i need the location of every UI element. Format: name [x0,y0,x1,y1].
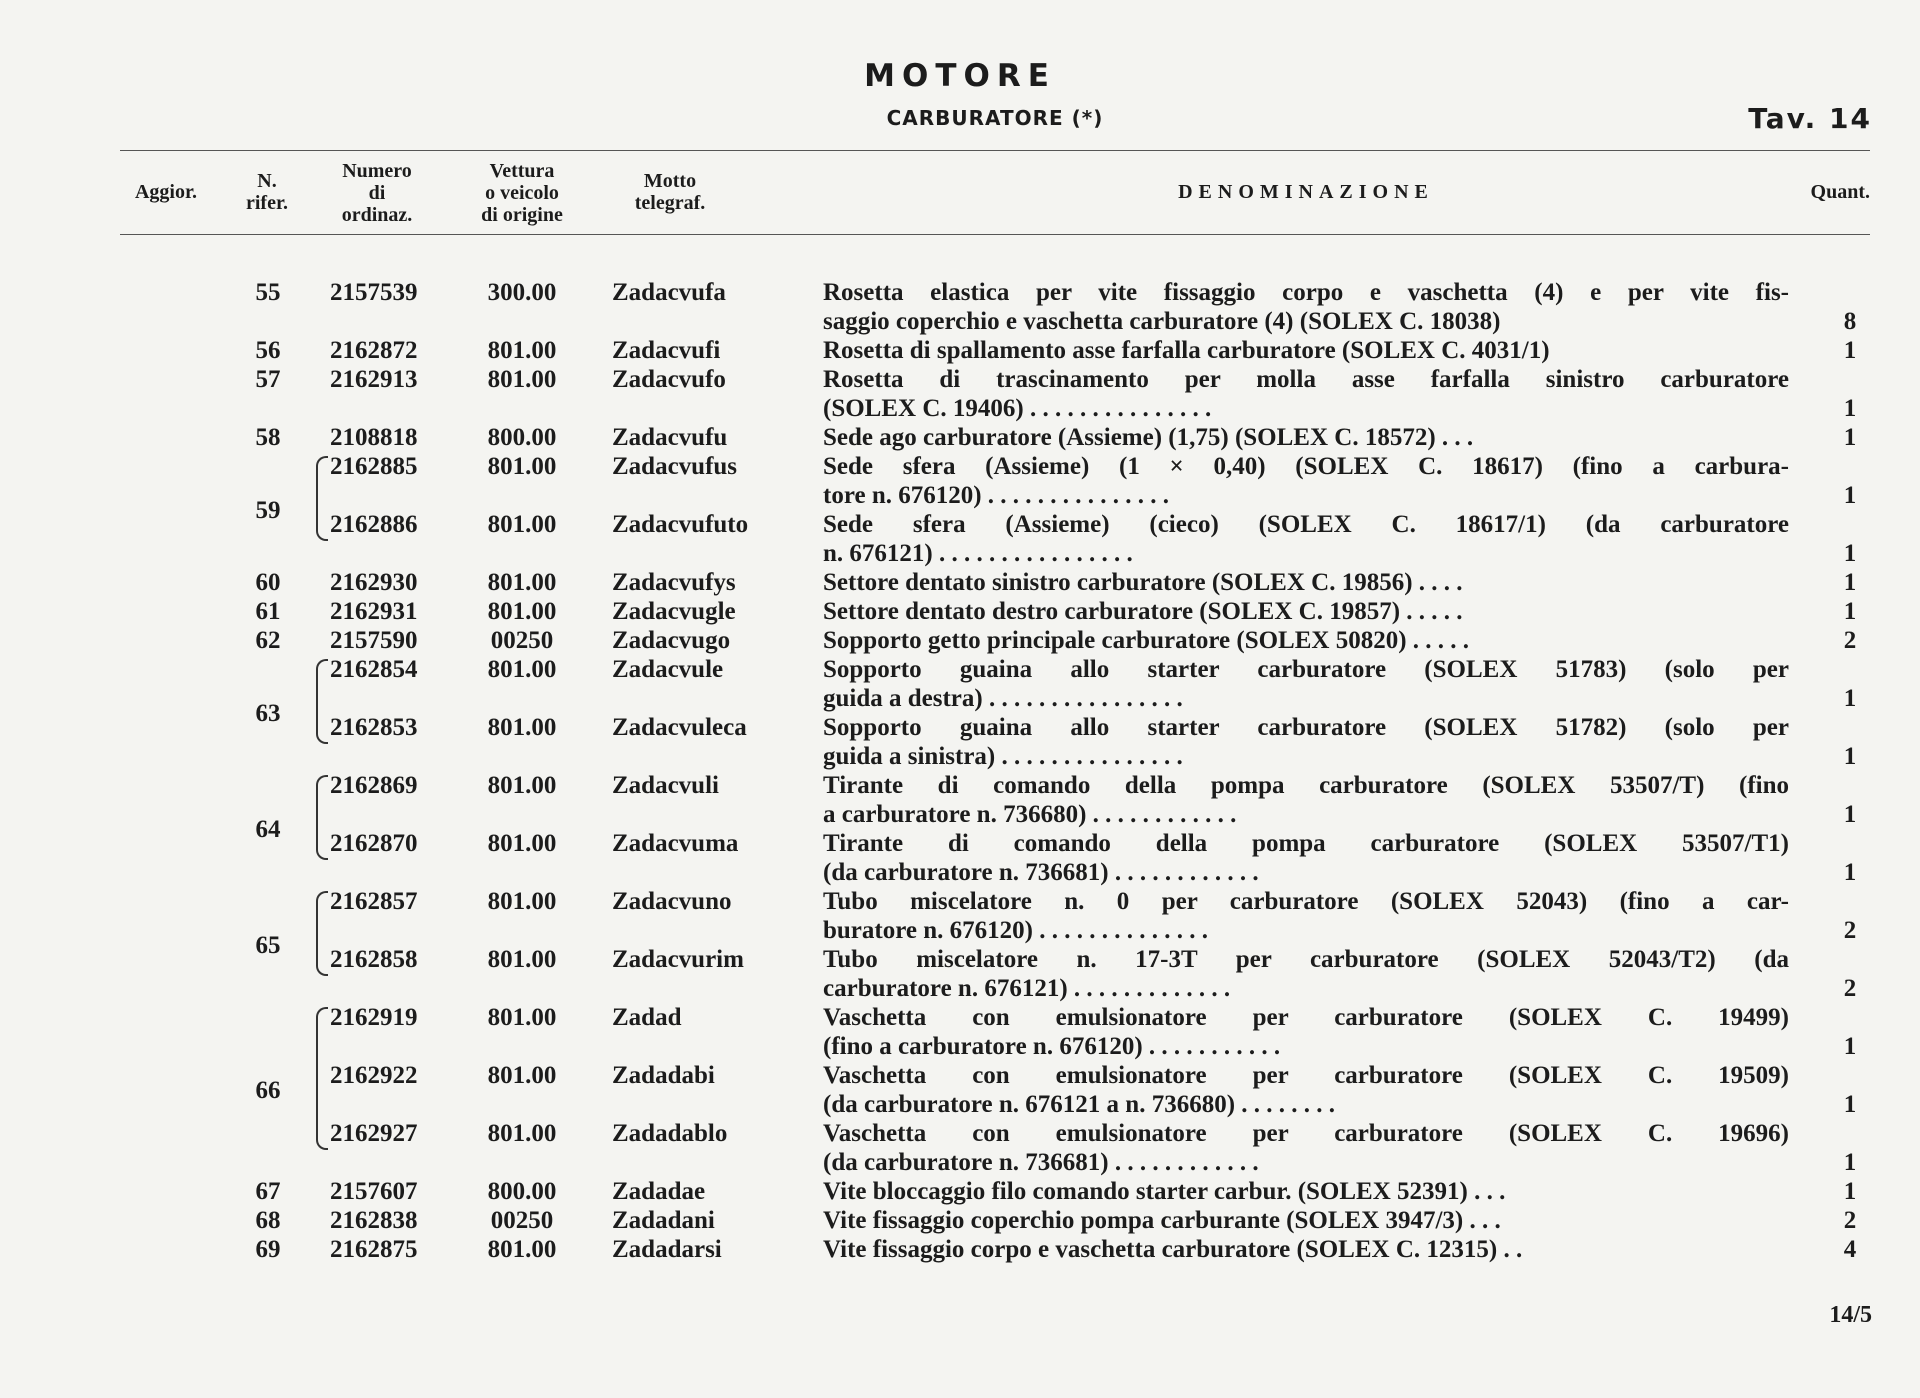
quantity: 2 [1843,917,1857,944]
order-number: 2157607 [330,1178,418,1205]
vehicle-origin: 300.00 [487,279,557,306]
description: saggio coperchio e vaschetta carburatore (4) (SOLEX C. 18038) [823,308,1501,335]
page-number: 14/5 [1829,1302,1872,1328]
ref-number: 67 [255,1178,281,1205]
ref-number-cell [0,365,1920,394]
table-row-continuation [0,307,1920,336]
vehicle-origin: 801.00 [487,366,557,393]
table-row-continuation [0,1148,1920,1177]
order-number: 2162927 [330,1120,418,1147]
page-subtitle: CARBURATORE (*) [886,106,1104,130]
col-aggior: Aggior. [134,181,198,203]
ref-number-cell [0,931,1920,960]
ref-number-cell [0,1235,1920,1264]
telegraph-code: Zadacvugle [612,598,736,625]
ref-number: 62 [255,627,281,654]
description: Sopporto getto principale carburatore (SOLEX 50820) . . . . . [823,627,1470,654]
description: Vite bloccaggio filo comando starter carbur. (SOLEX 52391) . . . [823,1178,1506,1205]
ref-number-cell [0,597,1920,626]
col-denominazione: DENOMINAZIONE [1178,181,1434,203]
description: Vaschetta con emulsionatore per carburatore (SOLEX C. 19509) [823,1062,1789,1089]
quantity: 1 [1843,395,1857,422]
ref-number: 60 [255,569,281,596]
quantity: 4 [1843,1236,1857,1263]
ref-number-cell [0,626,1920,655]
ref-number-cell [0,423,1920,452]
description: Settore dentato sinistro carburatore (SOLEX C. 19856) . . . . [823,569,1463,596]
quantity: 2 [1843,627,1857,654]
description: Vaschetta con emulsionatore per carburatore (SOLEX C. 19499) [823,1004,1789,1031]
vehicle-origin: 00250 [490,627,554,654]
ref-number: 61 [255,598,281,625]
telegraph-code: Zadad [612,1004,682,1031]
vehicle-origin: 801.00 [487,1062,557,1089]
description: Vaschetta con emulsionatore per carburatore (SOLEX C. 19696) [823,1120,1789,1147]
ref-number-cell [0,336,1920,365]
ref-number: 68 [255,1207,281,1234]
vehicle-origin: 801.00 [487,830,557,857]
vehicle-origin: 801.00 [487,888,557,915]
vehicle-origin: 801.00 [487,946,557,973]
quantity: 1 [1843,337,1857,364]
description: Rosetta di trascinamento per molla asse farfalla sinistro carburatore [823,366,1789,393]
table-row-continuation [0,1032,1920,1061]
description: a carburatore n. 736680) . . . . . . . . . . . . [823,801,1237,828]
table-row [0,771,1920,800]
page-title: MOTORE [864,58,1056,94]
col-numero: Numero di ordinaz. [341,160,413,226]
description: Tubo miscelatore n. 17-3T per carburatore (SOLEX 52043/T2) (da [823,946,1789,973]
group-brace [316,1007,328,1150]
quantity: 1 [1843,1178,1857,1205]
group-brace [316,456,328,541]
telegraph-code: Zadacvufu [612,424,728,451]
telegraph-code: Zadacvufus [612,453,738,480]
group-brace [316,775,328,860]
ref-number: 63 [255,700,281,727]
quantity: 1 [1843,540,1857,567]
description: Sopporto guaina allo starter carburatore (SOLEX 51782) (solo per [823,714,1789,741]
ref-number-cell [0,1076,1920,1105]
col-motto: Motto telegraf. [634,170,706,214]
vehicle-origin: 801.00 [487,1236,557,1263]
ref-number-cell [0,1206,1920,1235]
vehicle-origin: 801.00 [487,453,557,480]
quantity: 1 [1843,482,1857,509]
quantity: 2 [1843,1207,1857,1234]
telegraph-code: Zadacvufa [612,279,726,306]
description: (da carburatore n. 736681) . . . . . . . . . . . . [823,859,1259,886]
vehicle-origin: 00250 [490,1207,554,1234]
col-quant: Quant. [1810,181,1870,203]
order-number: 2162870 [330,830,418,857]
table-row-continuation [0,974,1920,1003]
order-number: 2157539 [330,279,418,306]
table-row-continuation [0,539,1920,568]
quantity: 1 [1843,1091,1857,1118]
description: (da carburatore n. 676121 a n. 736680) . . . . . . . . [823,1091,1336,1118]
telegraph-code: Zadacvufuto [612,511,749,538]
order-number: 2162931 [330,598,418,625]
description: Rosetta di spallamento asse farfalla carburatore (SOLEX C. 4031/1) [823,337,1550,364]
vehicle-origin: 801.00 [487,656,557,683]
vehicle-origin: 801.00 [487,569,557,596]
vehicle-origin: 801.00 [487,1120,557,1147]
description: (SOLEX C. 19406) . . . . . . . . . . . . . . . [823,395,1212,422]
telegraph-code: Zadacvufi [612,337,721,364]
description: Sede ago carburatore (Assieme) (1,75) (SOLEX C. 18572) . . . [823,424,1474,451]
description: Sede sfera (Assieme) (cieco) (SOLEX C. 18617/1) (da carburatore [823,511,1789,538]
quantity: 1 [1843,1149,1857,1176]
quantity: 1 [1843,859,1857,886]
ref-number: 58 [255,424,281,451]
ref-number: 59 [255,497,281,524]
quantity: 1 [1843,801,1857,828]
ref-number: 64 [255,816,281,843]
table-row [0,452,1920,481]
description: Settore dentato destro carburatore (SOLEX C. 19857) . . . . . [823,598,1463,625]
order-number: 2162872 [330,337,418,364]
group-brace [316,659,328,744]
telegraph-code: Zadadae [612,1178,706,1205]
table-row [0,1119,1920,1148]
order-number: 2162922 [330,1062,418,1089]
telegraph-code: Zadacvurim [612,946,744,973]
telegraph-code: Zadacvule [612,656,724,683]
quantity: 1 [1843,569,1857,596]
ref-number-cell [0,1177,1920,1206]
ref-number: 57 [255,366,281,393]
ref-number: 56 [255,337,281,364]
vehicle-origin: 801.00 [487,772,557,799]
quantity: 8 [1843,308,1857,335]
table-row [0,887,1920,916]
telegraph-code: Zadadani [612,1207,715,1234]
order-number: 2162930 [330,569,418,596]
telegraph-code: Zadacvugo [612,627,731,654]
description: carburatore n. 676121) . . . . . . . . . . . . . [823,975,1231,1002]
order-number: 2162854 [330,656,418,683]
vehicle-origin: 800.00 [487,1178,557,1205]
quantity: 1 [1843,685,1857,712]
description: (da carburatore n. 736681) . . . . . . . . . . . . [823,1149,1259,1176]
quantity: 2 [1843,975,1857,1002]
description: Tirante di comando della pompa carburatore (SOLEX 53507/T) (fino [823,772,1789,799]
telegraph-code: Zadadabi [612,1062,715,1089]
description: Vite fissaggio coperchio pompa carburante (SOLEX 3947/3) . . . [823,1207,1501,1234]
description: Vite fissaggio corpo e vaschetta carburatore (SOLEX C. 12315) . . [823,1236,1523,1263]
ref-number: 69 [255,1236,281,1263]
ref-number-cell [0,278,1920,307]
table-row-continuation [0,394,1920,423]
quantity: 1 [1843,424,1857,451]
order-number: 2162857 [330,888,418,915]
description: Tubo miscelatore n. 0 per carburatore (SOLEX 52043) (fino a car- [823,888,1789,915]
vehicle-origin: 800.00 [487,424,557,451]
order-number: 2162913 [330,366,418,393]
vehicle-origin: 801.00 [487,511,557,538]
description: guida a destra) . . . . . . . . . . . . . . . . [823,685,1183,712]
col-nrifer: N. rifer. [245,170,288,214]
telegraph-code: Zadacvuma [612,830,739,857]
telegraph-code: Zadacvuno [612,888,732,915]
ref-number: 55 [255,279,281,306]
quantity: 1 [1843,598,1857,625]
ref-number-cell [0,815,1920,844]
order-number: 2157590 [330,627,418,654]
ref-number: 66 [255,1077,281,1104]
order-number: 2162875 [330,1236,418,1263]
vehicle-origin: 801.00 [487,1004,557,1031]
order-number: 2162838 [330,1207,418,1234]
ref-number-cell [0,568,1920,597]
ref-number-cell [0,496,1920,525]
telegraph-code: Zadacvuli [612,772,719,799]
telegraph-code: Zadadablo [612,1120,728,1147]
header-top-rule [120,150,1870,151]
description: Rosetta elastica per vite fissaggio corpo e vaschetta (4) e per vite fis- [823,279,1789,306]
description: (fino a carburatore n. 676120) . . . . . . . . . . . [823,1033,1281,1060]
telegraph-code: Zadacvufo [612,366,726,393]
ref-number: 65 [255,932,281,959]
table-row-continuation [0,742,1920,771]
quantity: 1 [1843,743,1857,770]
description: buratore n. 676120) . . . . . . . . . . . . . . [823,917,1208,944]
order-number: 2162853 [330,714,418,741]
vehicle-origin: 801.00 [487,714,557,741]
table-row [0,1003,1920,1032]
quantity: 1 [1843,1033,1857,1060]
description: guida a sinistra) . . . . . . . . . . . . . . . [823,743,1183,770]
order-number: 2162886 [330,511,418,538]
vehicle-origin: 801.00 [487,598,557,625]
telegraph-code: Zadacvufys [612,569,736,596]
description: Sopporto guaina allo starter carburatore (SOLEX 51783) (solo per [823,656,1789,683]
order-number: 2108818 [330,424,418,451]
col-vettura: Vettura o veicolo di origine [481,160,563,226]
table-row [0,655,1920,684]
header-bottom-rule [120,234,1870,235]
order-number: 2162869 [330,772,418,799]
order-number: 2162919 [330,1004,418,1031]
order-number: 2162858 [330,946,418,973]
table-number: Tav. 14 [1748,102,1872,135]
group-brace [316,891,328,976]
description: Tirante di comando della pompa carburatore (SOLEX 53507/T1) [823,830,1789,857]
vehicle-origin: 801.00 [487,337,557,364]
order-number: 2162885 [330,453,418,480]
description: n. 676121) . . . . . . . . . . . . . . . . [823,540,1133,567]
telegraph-code: Zadacvuleca [612,714,747,741]
table-row-continuation [0,858,1920,887]
telegraph-code: Zadadarsi [612,1236,722,1263]
description: Sede sfera (Assieme) (1 × 0,40) (SOLEX C. 18617) (fino a carbura- [823,453,1789,480]
ref-number-cell [0,699,1920,728]
description: tore n. 676120) . . . . . . . . . . . . . . . [823,482,1170,509]
